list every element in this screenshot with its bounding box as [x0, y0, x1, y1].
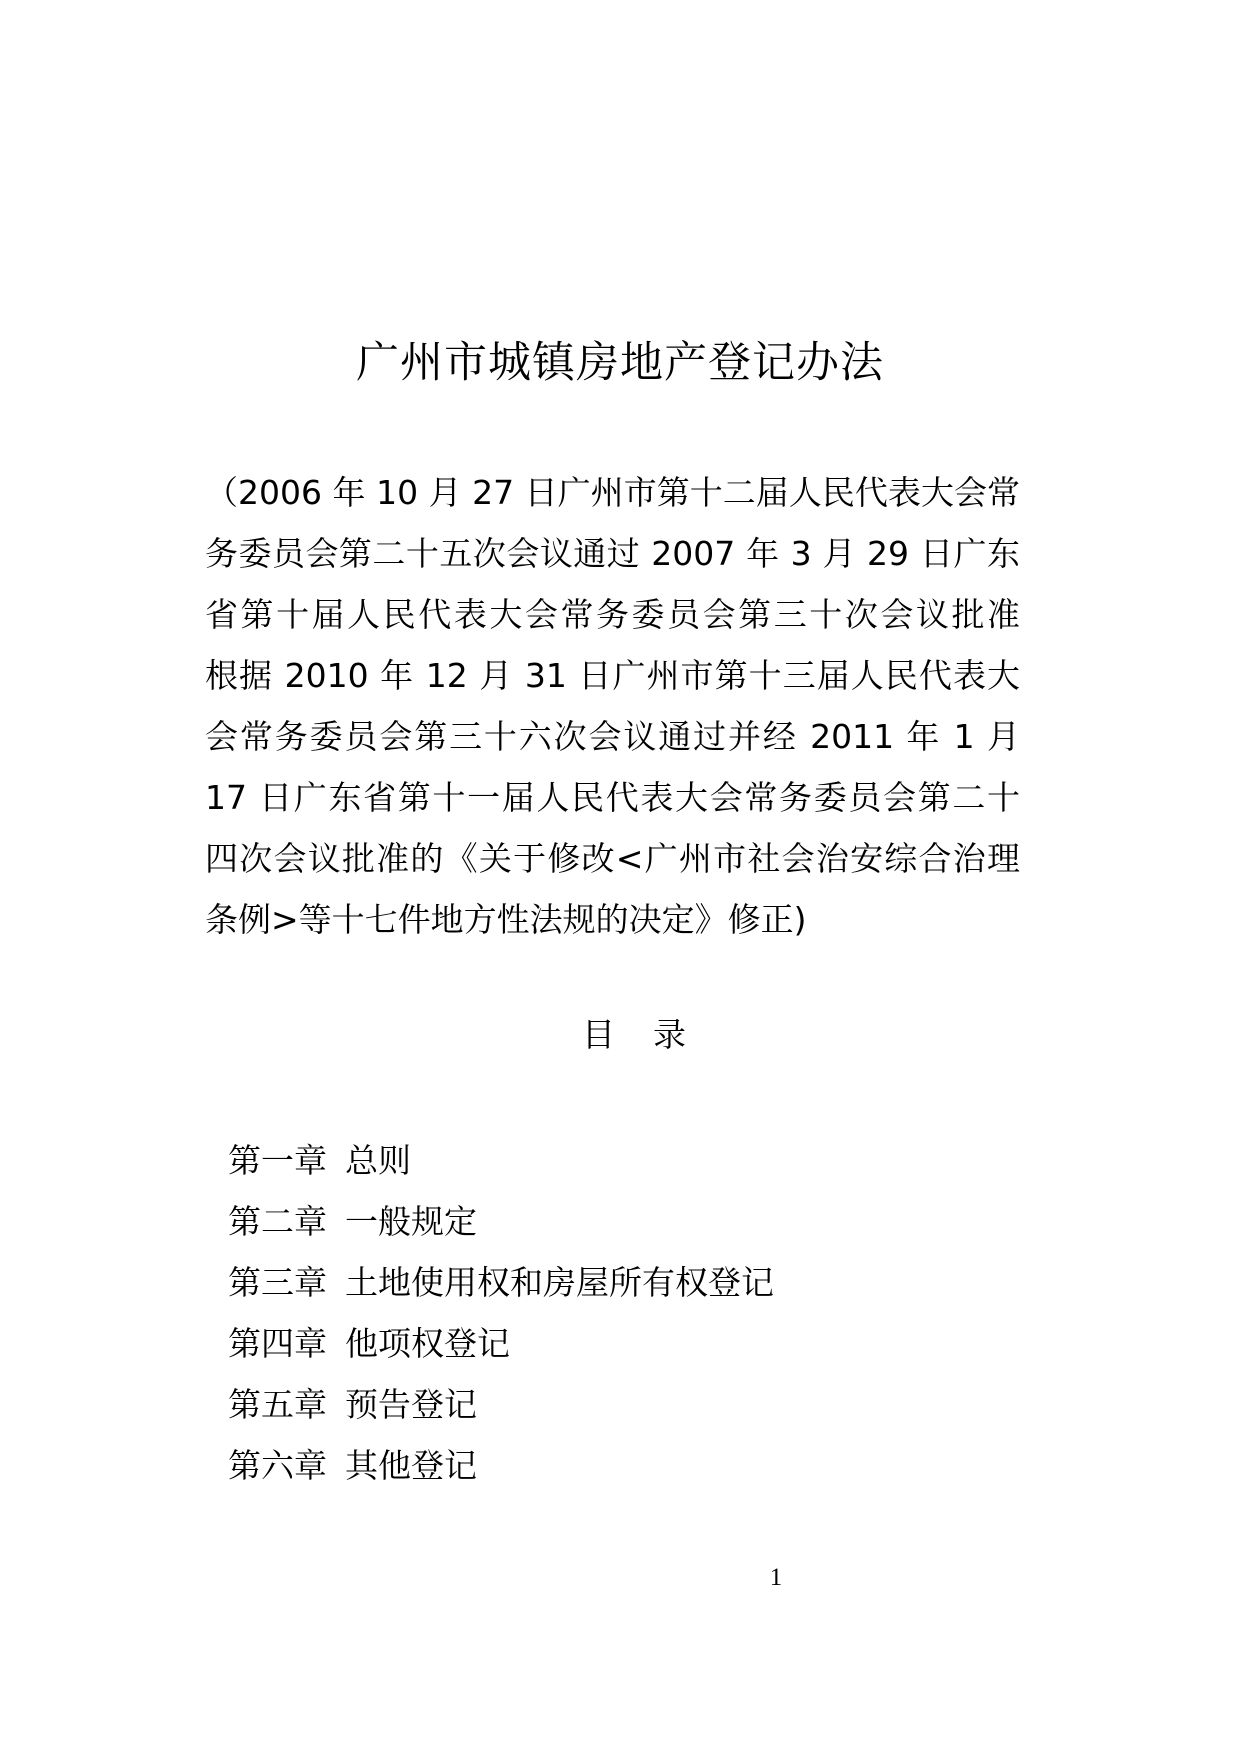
- toc-heading-right: 录: [653, 1015, 686, 1054]
- toc-chapter-number: 第四章: [228, 1324, 327, 1363]
- toc-chapter-name: 预告登记: [345, 1385, 477, 1424]
- toc-chapter-name: 一般规定: [345, 1202, 477, 1241]
- toc-chapter-number: 第二章: [228, 1202, 327, 1241]
- note-line: （2006 年 10 月 27 日广州市第十二届人民代表大会常: [205, 473, 1020, 512]
- toc-chapter-name: 总则: [345, 1141, 411, 1180]
- note-line: 省第十届人民代表大会常务委员会第三十次会议批准: [205, 595, 1020, 634]
- toc-entry: [228, 1313, 774, 1374]
- note-line: 务委员会第二十五次会议通过 2007 年 3 月 29 日广东: [205, 534, 1020, 573]
- note-line: 四次会议批准的《关于修改<广州市社会治安综合治理: [205, 839, 1020, 878]
- amendment-note: [205, 462, 1020, 950]
- toc-chapter-name: 其他登记: [345, 1446, 477, 1485]
- toc-chapter-number: 第三章: [228, 1263, 327, 1302]
- toc-chapter-name: 土地使用权和房屋所有权登记: [345, 1263, 774, 1302]
- toc-chapter-number: 第一章: [228, 1141, 327, 1180]
- toc-chapter-name: 他项权登记: [345, 1324, 510, 1363]
- note-line: 会常务委员会第三十六次会议通过并经 2011 年 1 月: [205, 717, 1020, 756]
- toc-heading: [0, 1010, 1240, 1060]
- note-line: 条例>等十七件地方性法规的决定》修正): [205, 900, 807, 939]
- page-number: 1: [769, 1564, 783, 1591]
- toc-heading-left: 目: [582, 1015, 615, 1054]
- toc-chapter-number: 第五章: [228, 1385, 327, 1424]
- note-line: 17 日广东省第十一届人民代表大会常务委员会第二十: [205, 778, 1020, 817]
- toc-entry: [228, 1191, 774, 1252]
- note-line: 根据 2010 年 12 月 31 日广州市第十三届人民代表大: [205, 656, 1020, 695]
- toc-entry: [228, 1252, 774, 1313]
- table-of-contents: [228, 1130, 774, 1496]
- toc-entry: [228, 1374, 774, 1435]
- toc-entry: [228, 1435, 774, 1496]
- document-title: 广州市城镇房地产登记办法: [356, 338, 884, 388]
- toc-entry: [228, 1130, 774, 1191]
- toc-chapter-number: 第六章: [228, 1446, 327, 1485]
